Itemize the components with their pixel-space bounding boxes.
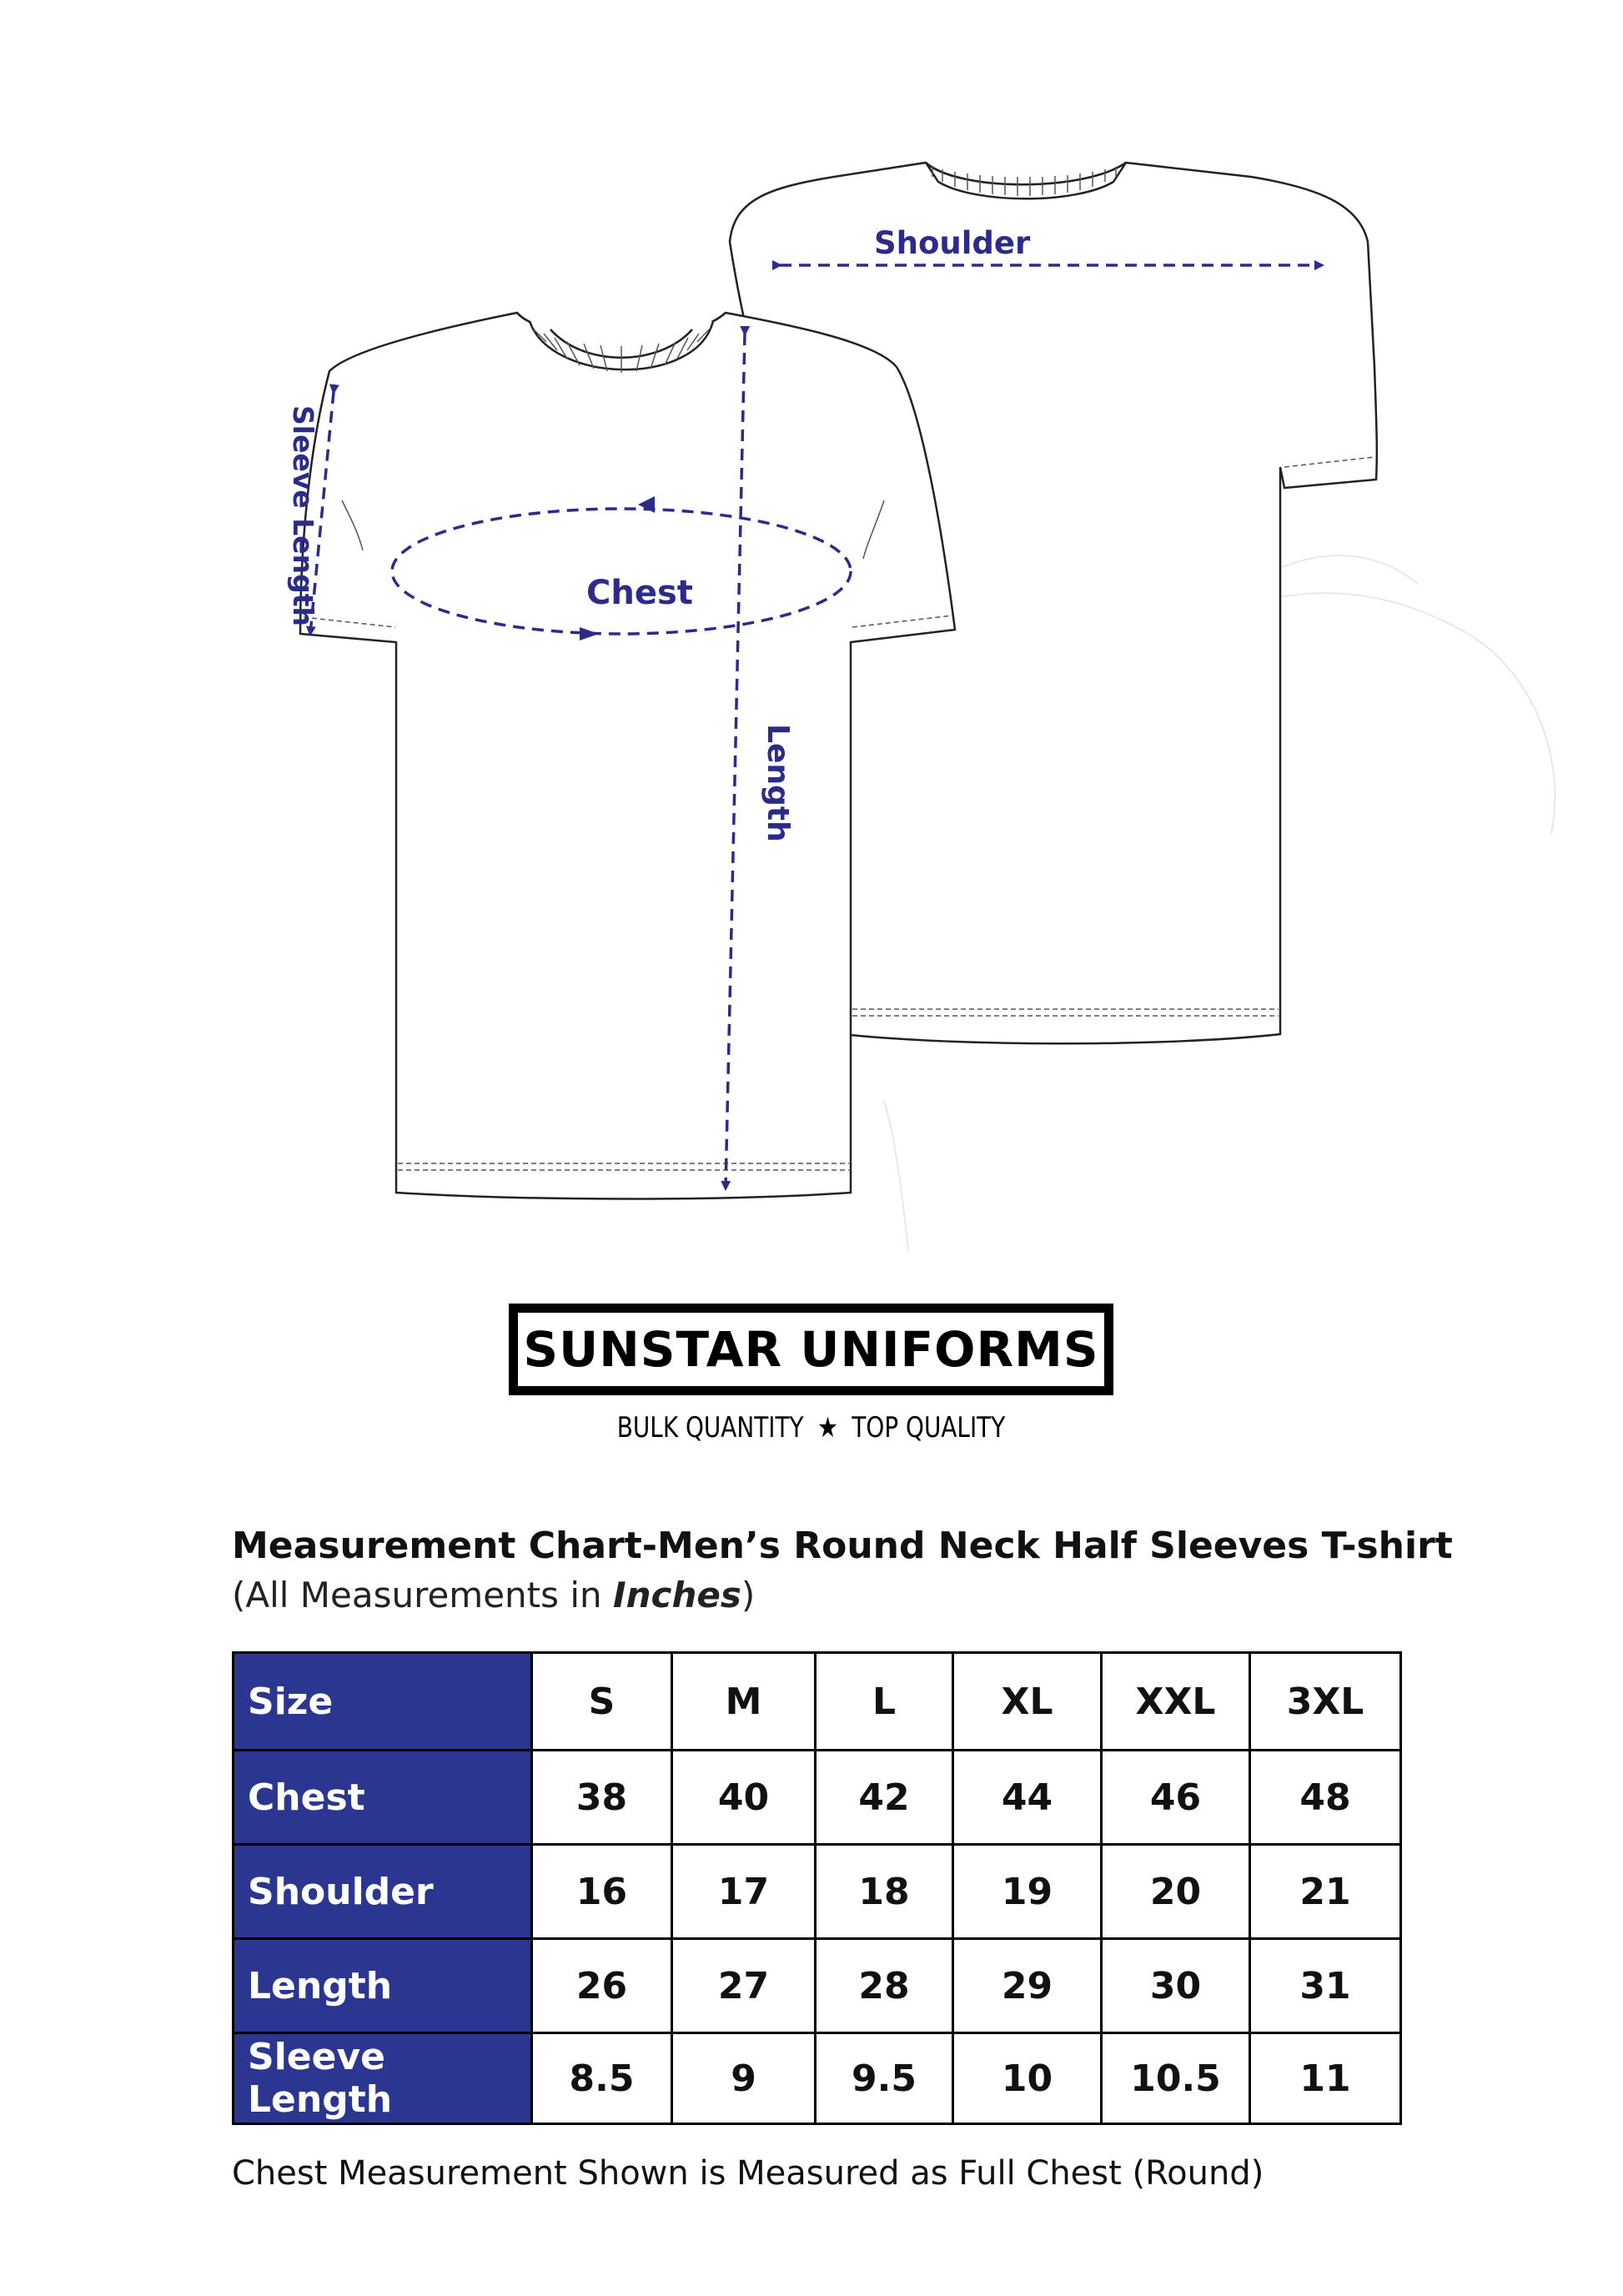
- chart-subtitle: [232, 1575, 755, 1615]
- table-header-row: [234, 1653, 1401, 1751]
- table-row: [234, 1845, 1401, 1939]
- length-label: Length: [761, 724, 795, 842]
- chest-label: Chest: [586, 574, 693, 612]
- table-cell: 44: [953, 1751, 1102, 1845]
- tagline-right: TOP QUALITY: [852, 1411, 1006, 1444]
- brand-tagline: [563, 1411, 1059, 1444]
- table-cell: 10.5: [1102, 2033, 1250, 2124]
- brand-name: SUNSTAR UNIFORMS: [523, 1321, 1099, 1378]
- table-cell: 18: [816, 1845, 953, 1939]
- chart-title: Measurement Chart-Men’s Round Neck Half Sleeves T-shirt: [232, 1525, 1453, 1567]
- table-cell: 19: [953, 1845, 1102, 1939]
- unit-label: Inches: [613, 1575, 741, 1615]
- sleeve-length-label: Sleeve Length: [287, 405, 319, 627]
- table-row: [234, 1751, 1401, 1845]
- table-cell: Size: [234, 1653, 532, 1751]
- size-table: [232, 1651, 1402, 2125]
- subtitle-prefix: (All Measurements in: [232, 1575, 614, 1615]
- table-cell: 10: [953, 2033, 1102, 2124]
- table-cell: 38: [532, 1751, 672, 1845]
- table-cell: XL: [953, 1653, 1102, 1751]
- table-row: [234, 2033, 1401, 2124]
- table-cell: 9: [672, 2033, 816, 2124]
- table-cell: 26: [532, 1939, 672, 2033]
- table-cell: S: [532, 1653, 672, 1751]
- table-cell: 28: [816, 1939, 953, 2033]
- table-cell: 21: [1250, 1845, 1401, 1939]
- table-cell: 48: [1250, 1751, 1401, 1845]
- table-cell: Length: [234, 1939, 532, 2033]
- table-cell: 46: [1102, 1751, 1250, 1845]
- table-cell: M: [672, 1653, 816, 1751]
- table-cell: 17: [672, 1845, 816, 1939]
- table-cell: L: [816, 1653, 953, 1751]
- table-cell: Shoulder: [234, 1845, 532, 1939]
- table-row: [234, 1939, 1401, 2033]
- table-cell: Chest: [234, 1751, 532, 1845]
- table-cell: 29: [953, 1939, 1102, 2033]
- table-cell: Sleeve Length: [234, 2033, 532, 2124]
- table-cell: 11: [1250, 2033, 1401, 2124]
- table-cell: 20: [1102, 1845, 1250, 1939]
- tagline-left: BULK QUANTITY: [616, 1411, 804, 1444]
- shoulder-label: Shoulder: [874, 225, 1031, 261]
- table-cell: XXL: [1102, 1653, 1250, 1751]
- footnote: Chest Measurement Shown is Measured as Full Chest (Round): [232, 2154, 1264, 2193]
- table-cell: 40: [672, 1751, 816, 1845]
- table-cell: 9.5: [816, 2033, 953, 2124]
- table-cell: 8.5: [532, 2033, 672, 2124]
- star-icon: ★: [817, 1411, 838, 1444]
- brand-logo: [509, 1304, 1113, 1395]
- table-cell: 16: [532, 1845, 672, 1939]
- subtitle-suffix: ): [741, 1575, 756, 1615]
- table-cell: 27: [672, 1939, 816, 2033]
- table-cell: 3XL: [1250, 1653, 1401, 1751]
- table-cell: 31: [1250, 1939, 1401, 2033]
- table-cell: 42: [816, 1751, 953, 1845]
- table-cell: 30: [1102, 1939, 1250, 2033]
